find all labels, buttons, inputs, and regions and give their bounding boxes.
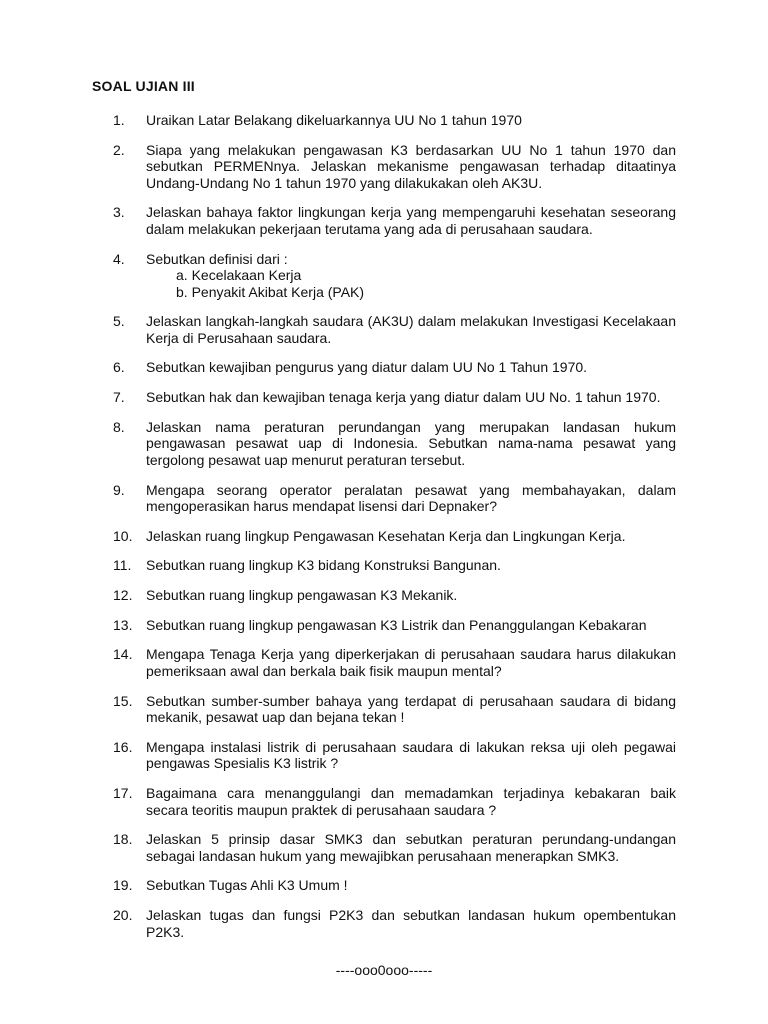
question-body xyxy=(146,739,676,772)
question-number: 7. xyxy=(113,389,125,406)
page-title: SOAL UJIAN III xyxy=(92,78,195,94)
question-body xyxy=(146,313,676,346)
question-body xyxy=(146,528,676,545)
question-text: Sebutkan definisi dari : xyxy=(146,250,288,267)
question-item xyxy=(113,528,676,545)
question-body xyxy=(146,877,676,894)
question-number: 16. xyxy=(113,738,133,755)
question-text: Sebutkan ruang lingkup pengawasan K3 Listrik dan Penanggulangan Kebakaran xyxy=(146,616,647,633)
question-text: Mengapa Tenaga Kerja yang diperkerjakan di perusahaan saudara harus dilakukan pemeriksaan awal dan berkala baik fisik maupun mental? xyxy=(146,646,676,679)
question-number: 8. xyxy=(113,418,125,435)
question-item xyxy=(113,389,676,406)
question-body xyxy=(146,142,676,192)
question-number: 3. xyxy=(113,204,125,221)
question-text: Mengapa seorang operator peralatan pesawat yang membahayakan, dalam mengoperasikan harus mendapat lisensi dari Depnaker? xyxy=(146,481,676,514)
question-text: Sebutkan sumber-sumber bahaya yang terdapat di perusahaan saudara di bidang mekanik, pesawat uap dan bejana tekan ! xyxy=(146,692,676,726)
question-body xyxy=(146,389,676,406)
footer-separator: ----ooo0ooo----- xyxy=(335,962,433,978)
question-text: Sebutkan Tugas Ahli K3 Umum ! xyxy=(146,877,348,894)
question-text: Sebutkan ruang lingkup K3 bidang Konstruksi Bangunan. xyxy=(146,557,501,574)
question-number: 12. xyxy=(113,587,133,604)
question-body xyxy=(146,204,676,237)
question-item xyxy=(113,646,676,679)
question-number: 4. xyxy=(113,250,125,267)
sub-question-item: b. Penyakit Akibat Kerja (PAK) xyxy=(176,283,365,300)
question-number: 20. xyxy=(113,907,133,924)
question-text: Jelaskan nama peraturan perundangan yang merupakan landasan hukum pengawasan pesawat uap di Indonesia. Sebutkan nama-nama pesawat yang tergolong pesawat uap menurut peraturan tersebut. xyxy=(146,418,676,468)
question-item xyxy=(113,419,676,469)
question-text: Sebutkan kewajiban pengurus yang diatur dalam UU No 1 Tahun 1970. xyxy=(146,359,588,376)
question-body xyxy=(146,359,676,376)
question-number: 19. xyxy=(113,877,133,894)
question-number: 6. xyxy=(113,359,125,376)
question-body xyxy=(146,907,676,940)
question-text: Uraikan Latar Belakang dikeluarkannya UU No 1 tahun 1970 xyxy=(146,112,522,128)
question-number: 11. xyxy=(113,557,132,574)
question-body xyxy=(146,831,676,864)
question-number: 9. xyxy=(113,481,125,498)
question-item xyxy=(113,693,676,726)
question-body xyxy=(146,617,676,634)
question-text: Sebutkan ruang lingkup pengawasan K3 Mekanik. xyxy=(146,587,458,604)
question-body xyxy=(146,587,676,604)
question-text: Sebutkan hak dan kewajiban tenaga kerja yang diatur dalam UU No. 1 tahun 1970. xyxy=(146,389,661,406)
question-text: Bagaimana cara menanggulangi dan memadamkan terjadinya kebakaran baik secara teoritis maupun praktek di perusahaan saudara ? xyxy=(146,785,676,818)
question-text: Jelaskan ruang lingkup Pengawasan Kesehatan Kerja dan Lingkungan Kerja. xyxy=(146,527,626,544)
question-item xyxy=(113,482,676,515)
question-text: Jelaskan tugas dan fungsi P2K3 dan sebutkan landasan hukum opembentukan P2K3. xyxy=(146,907,676,940)
question-item xyxy=(113,142,676,192)
question-number: 2. xyxy=(113,141,125,158)
question-list xyxy=(113,112,676,953)
question-number: 17. xyxy=(113,785,133,801)
question-text: Jelaskan 5 prinsip dasar SMK3 dan sebutkan peraturan perundang-undangan sebagai landasan hukum yang mewajibkan perusahaan menerapkan SMK3. xyxy=(146,831,676,864)
question-number: 1. xyxy=(113,112,125,128)
question-number: 15. xyxy=(113,692,133,709)
question-body xyxy=(146,785,676,818)
question-body xyxy=(146,251,676,301)
question-number: 14. xyxy=(113,646,133,663)
question-body xyxy=(146,646,676,679)
question-item xyxy=(113,204,676,237)
question-item xyxy=(113,112,676,129)
sub-question-item: a. Kecelakaan Kerja xyxy=(176,267,302,284)
question-item xyxy=(113,557,676,574)
question-item xyxy=(113,587,676,604)
question-body xyxy=(146,482,676,515)
question-item xyxy=(113,617,676,634)
question-item xyxy=(113,359,676,376)
question-text: Siapa yang melakukan pengawasan K3 berdasarkan UU No 1 tahun 1970 dan sebutkan PERMENnya. Jelaskan mekanisme pengawasan terhadap ditaatinya Undang-Undang No 1 tahun 1970 yang dilakukakan oleh AK3U. xyxy=(146,141,676,191)
question-number: 18. xyxy=(113,831,133,848)
question-text: Jelaskan bahaya faktor lingkungan kerja yang mempengaruhi kesehatan seseorang dalam melakukan pekerjaan terutama yang ada di perusahaan saudara. xyxy=(146,204,676,237)
question-item xyxy=(113,313,676,346)
question-item xyxy=(113,739,676,772)
question-item xyxy=(113,831,676,864)
question-body xyxy=(146,557,676,574)
question-number: 13. xyxy=(113,616,133,633)
question-item xyxy=(113,907,676,940)
question-text: Jelaskan langkah-langkah saudara (AK3U) dalam melakukan Investigasi Kecelakaan Kerja di Perusahaan saudara. xyxy=(146,313,676,346)
question-body xyxy=(146,419,676,469)
question-number: 5. xyxy=(113,313,125,330)
question-item xyxy=(113,785,676,818)
question-item xyxy=(113,877,676,894)
question-body xyxy=(146,112,676,129)
sub-question-list xyxy=(146,267,676,300)
question-text: Mengapa instalasi listrik di perusahaan saudara di lakukan reksa uji oleh pegawai pengawas Spesialis K3 listrik ? xyxy=(146,738,676,772)
question-number: 10. xyxy=(113,527,133,544)
question-body xyxy=(146,693,676,726)
question-item xyxy=(113,251,676,301)
